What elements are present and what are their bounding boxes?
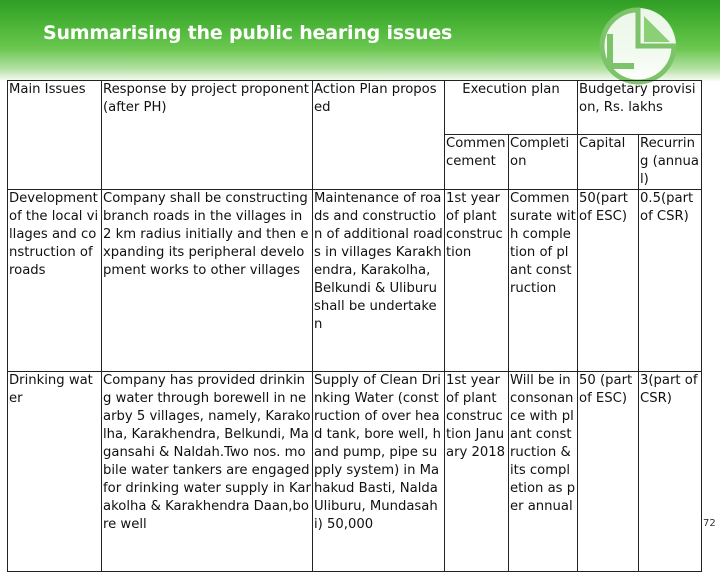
table-row bbox=[8, 190, 702, 372]
table-row bbox=[8, 372, 702, 572]
public-hearing-table bbox=[7, 80, 702, 572]
cell-response: Company shall be constructing branch roads in the villages in 2 km radius initially and then expanding its peripheral development works to other villages bbox=[102, 190, 313, 372]
cell-completion: Commensurate with completion of plant construction bbox=[509, 190, 578, 372]
cell-recurring: 0.5(part of CSR) bbox=[639, 190, 702, 372]
cell-commencement: 1st year of plant construction bbox=[445, 190, 509, 372]
slide-title: Summarising the public hearing issues bbox=[43, 22, 453, 44]
cell-completion: Will be in consonance with plant construction & its completion as per annual bbox=[509, 372, 578, 572]
header-completion: Completion bbox=[509, 135, 578, 190]
page-number: 72 bbox=[703, 518, 716, 529]
header-action-plan: Action Plan proposed bbox=[313, 81, 445, 190]
cell-main-issue: Development of the local villages and construction of roads bbox=[8, 190, 102, 372]
cell-capital: 50(part of ESC) bbox=[578, 190, 639, 372]
cell-action-plan: Maintenance of roads and construction of additional roads in villages Karakhendra, Karakolha, Belkundi & Uliburu shall be undertaken bbox=[313, 190, 445, 372]
company-logo-icon bbox=[590, 4, 690, 86]
table-header-row bbox=[8, 81, 702, 135]
header-budgetary: Budgetary provision, Rs. lakhs bbox=[578, 81, 702, 135]
cell-capital: 50 (part of ESC) bbox=[578, 372, 639, 572]
cell-recurring: 3(part of CSR) bbox=[639, 372, 702, 572]
header-response: Response by project proponent (after PH) bbox=[102, 81, 313, 190]
cell-response: Company has provided drinking water through borewell in nearby 5 villages, namely, Karakolha, Karakhendra, Belkundi, Magansahi & Naldah.Two nos. mobile water tankers are engaged for drinking water supply in Karakolha & Karakhendra Daan,bore well bbox=[102, 372, 313, 572]
header-main-issues: Main Issues bbox=[8, 81, 102, 190]
cell-main-issue: Drinking water bbox=[8, 372, 102, 572]
cell-commencement: 1st year of plant construction January 2018 bbox=[445, 372, 509, 572]
header-capital: Capital bbox=[578, 135, 639, 190]
header-recurring: Recurring (annual) bbox=[639, 135, 702, 190]
cell-action-plan: Supply of Clean Drinking Water (construction of over head tank, bore well, hand pump, pipe supply system) in Mahakud Basti, Nalda Uliburu, Mundasahi) 50,000 bbox=[313, 372, 445, 572]
header-execution-plan: Execution plan bbox=[445, 81, 578, 135]
header-commencement: Commencement bbox=[445, 135, 509, 190]
